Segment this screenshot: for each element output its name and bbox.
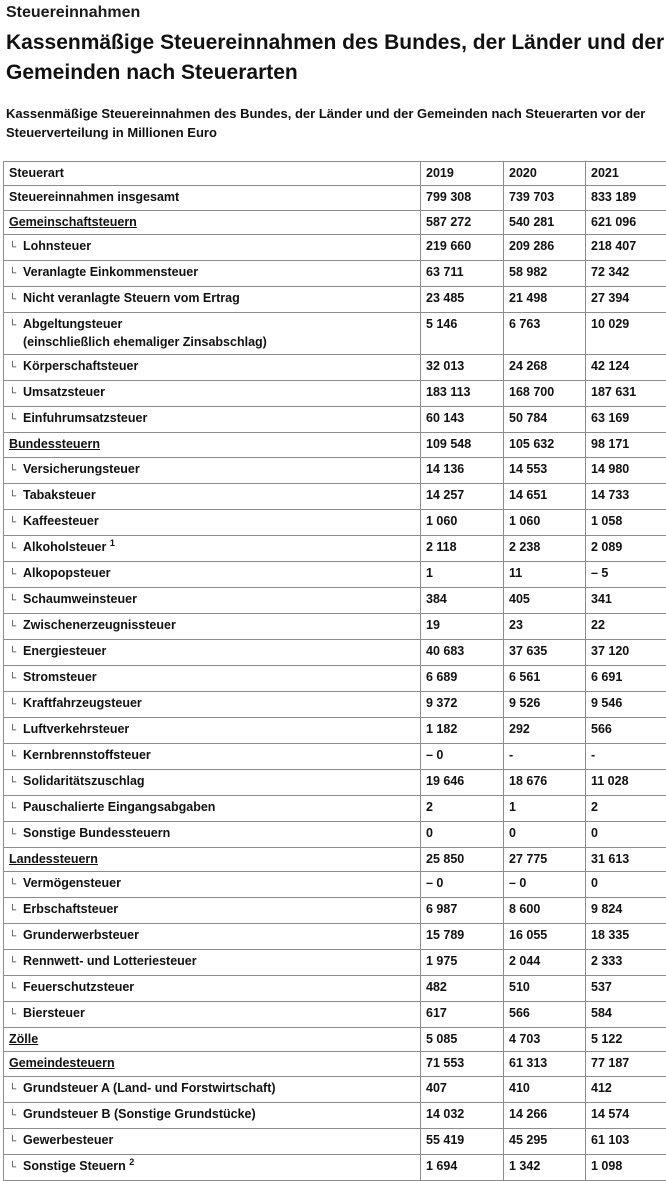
table-row	[4, 975, 666, 1001]
table-row	[4, 743, 666, 769]
row-label: Versicherungsteuer	[23, 462, 140, 476]
sub-item-marker-icon: └	[9, 1007, 23, 1023]
value-cell-2020: 14 651	[504, 483, 586, 509]
sub-item-marker-icon: └	[9, 929, 23, 945]
row-label: Grundsteuer B (Sonstige Grundstücke)	[23, 1107, 256, 1121]
value-cell-2021: 31 613	[586, 847, 666, 871]
column-header-2020: 2020	[504, 162, 586, 186]
value-cell-2019: 15 789	[421, 923, 504, 949]
value-cell-2020: 24 268	[504, 355, 586, 381]
row-label-cell	[4, 535, 421, 561]
footnote-marker[interactable]: 2	[129, 1157, 134, 1167]
value-cell-2020: 2 044	[504, 949, 586, 975]
column-header-2021: 2021	[586, 162, 666, 186]
value-cell-2020: 50 784	[504, 407, 586, 433]
table-row	[4, 665, 666, 691]
table-row	[4, 535, 666, 561]
table-header-row	[4, 162, 666, 186]
row-label: Zwischenerzeugnissteuer	[23, 618, 176, 632]
row-label-cell[interactable]	[4, 847, 421, 871]
value-cell-2021: 2 333	[586, 949, 666, 975]
row-label-cell	[4, 381, 421, 407]
value-cell-2019: 183 113	[421, 381, 504, 407]
value-cell-2020: 14 553	[504, 457, 586, 483]
value-cell-2020: 510	[504, 975, 586, 1001]
value-cell-2021: 9 824	[586, 897, 666, 923]
value-cell-2020: 1 060	[504, 509, 586, 535]
table-caption: Kassenmäßige Steuereinnahmen des Bundes, der Länder und der Gemeinden nach Steuerarten vor der Steuerverteilung in Millionen Euro	[6, 104, 646, 142]
value-cell-2019: 1 694	[421, 1154, 504, 1180]
value-cell-2021: 63 169	[586, 407, 666, 433]
value-cell-2021: 566	[586, 717, 666, 743]
value-cell-2020: 61 313	[504, 1052, 586, 1076]
row-label-cell	[4, 923, 421, 949]
value-cell-2020: 739 703	[504, 186, 586, 210]
value-cell-2019: 1 182	[421, 717, 504, 743]
value-cell-2019: 14 257	[421, 483, 504, 509]
value-cell-2020: 16 055	[504, 923, 586, 949]
value-cell-2020: 37 635	[504, 639, 586, 665]
table-row	[4, 561, 666, 587]
value-cell-2020: 23	[504, 613, 586, 639]
row-label: Lohnsteuer	[23, 239, 91, 253]
value-cell-2021: 22	[586, 613, 666, 639]
row-label-cell	[4, 639, 421, 665]
sub-item-marker-icon: └	[9, 1134, 23, 1150]
group-link[interactable]: Gemeinschaftsteuern	[9, 215, 137, 229]
column-header-steuerart: Steuerart	[4, 162, 421, 186]
value-cell-2020: 105 632	[504, 433, 586, 457]
value-cell-2021: – 5	[586, 561, 666, 587]
table-row	[4, 1001, 666, 1027]
value-cell-2020: 14 266	[504, 1102, 586, 1128]
table-row	[4, 186, 666, 210]
row-label: Steuereinnahmen insgesamt	[9, 190, 179, 204]
row-label-cell	[4, 1102, 421, 1128]
table-row	[4, 261, 666, 287]
row-label-continuation: (einschließlich ehemaliger Zinsabschlag)	[9, 335, 267, 349]
sub-item-marker-icon: └	[9, 489, 23, 505]
row-label-cell	[4, 949, 421, 975]
row-label: Alkoholsteuer	[23, 540, 106, 554]
row-label: Pauschalierte Eingangsabgaben	[23, 800, 215, 814]
row-label: Stromsteuer	[23, 670, 97, 684]
value-cell-2019: 63 711	[421, 261, 504, 287]
row-label: Sonstige Bundessteuern	[23, 826, 170, 840]
value-cell-2021: 412	[586, 1076, 666, 1102]
table-row	[4, 847, 666, 871]
value-cell-2021: 1 058	[586, 509, 666, 535]
row-label-cell	[4, 743, 421, 769]
row-label-cell	[4, 1076, 421, 1102]
value-cell-2021: 0	[586, 871, 666, 897]
sub-item-marker-icon: └	[9, 1082, 23, 1098]
value-cell-2020: 540 281	[504, 210, 586, 234]
value-cell-2020: 58 982	[504, 261, 586, 287]
value-cell-2019: 2	[421, 795, 504, 821]
row-label: Einfuhrumsatzsteuer	[23, 411, 147, 425]
table-row	[4, 407, 666, 433]
value-cell-2021: 14 980	[586, 457, 666, 483]
value-cell-2021: 77 187	[586, 1052, 666, 1076]
value-cell-2021: 2	[586, 795, 666, 821]
table-row	[4, 1052, 666, 1076]
value-cell-2019: 109 548	[421, 433, 504, 457]
row-label: Veranlagte Einkommensteuer	[23, 265, 198, 279]
sub-item-marker-icon: └	[9, 292, 23, 308]
value-cell-2019: 23 485	[421, 287, 504, 313]
value-cell-2021: 833 189	[586, 186, 666, 210]
table-row	[4, 923, 666, 949]
sub-item-marker-icon: └	[9, 567, 23, 583]
sub-item-marker-icon: └	[9, 827, 23, 843]
sub-item-marker-icon: └	[9, 541, 23, 557]
sub-item-marker-icon: └	[9, 1160, 23, 1176]
value-cell-2019: 5 085	[421, 1027, 504, 1051]
table-row	[4, 949, 666, 975]
row-label-cell	[4, 821, 421, 847]
sub-item-marker-icon: └	[9, 723, 23, 739]
row-label-cell	[4, 186, 421, 210]
column-header-2019: 2019	[421, 162, 504, 186]
table-row	[4, 587, 666, 613]
row-label-cell	[4, 975, 421, 1001]
row-label-cell	[4, 1154, 421, 1180]
value-cell-2021: 2 089	[586, 535, 666, 561]
value-cell-2019: 71 553	[421, 1052, 504, 1076]
value-cell-2020: 27 775	[504, 847, 586, 871]
row-label: Kaffeesteuer	[23, 514, 99, 528]
sub-item-marker-icon: └	[9, 318, 23, 334]
table-row	[4, 1076, 666, 1102]
row-label-cell[interactable]	[4, 210, 421, 234]
value-cell-2020: 405	[504, 587, 586, 613]
table-row	[4, 769, 666, 795]
sub-item-marker-icon: └	[9, 671, 23, 687]
row-label: Abgeltungsteuer	[23, 317, 122, 331]
table-row	[4, 717, 666, 743]
row-label-cell	[4, 287, 421, 313]
row-label-cell	[4, 613, 421, 639]
value-cell-2019: 9 372	[421, 691, 504, 717]
value-cell-2019: 55 419	[421, 1128, 504, 1154]
group-link[interactable]: Zölle	[9, 1032, 38, 1046]
group-link[interactable]: Landessteuern	[9, 852, 98, 866]
value-cell-2021: 27 394	[586, 287, 666, 313]
group-link[interactable]: Bundessteuern	[9, 437, 100, 451]
row-label-cell	[4, 483, 421, 509]
value-cell-2021: 42 124	[586, 355, 666, 381]
sub-item-marker-icon: └	[9, 877, 23, 893]
table-row	[4, 795, 666, 821]
row-label-cell	[4, 769, 421, 795]
value-cell-2020: 2 238	[504, 535, 586, 561]
value-cell-2021: 341	[586, 587, 666, 613]
sub-item-marker-icon: └	[9, 775, 23, 791]
value-cell-2020: 8 600	[504, 897, 586, 923]
row-label-cell[interactable]	[4, 1027, 421, 1051]
row-label-cell[interactable]	[4, 433, 421, 457]
sub-item-marker-icon: └	[9, 619, 23, 635]
value-cell-2019: 219 660	[421, 235, 504, 261]
value-cell-2019: 25 850	[421, 847, 504, 871]
value-cell-2021: 584	[586, 1001, 666, 1027]
row-label-cell[interactable]	[4, 1052, 421, 1076]
value-cell-2019: 384	[421, 587, 504, 613]
value-cell-2019: – 0	[421, 871, 504, 897]
value-cell-2020: 21 498	[504, 287, 586, 313]
table-row	[4, 691, 666, 717]
value-cell-2019: 2 118	[421, 535, 504, 561]
value-cell-2021: 1 098	[586, 1154, 666, 1180]
row-label: Tabaksteuer	[23, 488, 96, 502]
table-row	[4, 1027, 666, 1051]
value-cell-2020: 18 676	[504, 769, 586, 795]
row-label-cell	[4, 795, 421, 821]
value-cell-2019: 14 032	[421, 1102, 504, 1128]
row-label-cell	[4, 313, 421, 355]
row-label-cell	[4, 457, 421, 483]
value-cell-2019: 1 975	[421, 949, 504, 975]
sub-item-marker-icon: └	[9, 386, 23, 402]
table-row	[4, 287, 666, 313]
row-label-cell	[4, 1001, 421, 1027]
value-cell-2021: 37 120	[586, 639, 666, 665]
table-row	[4, 483, 666, 509]
row-label: Erbschaftsteuer	[23, 902, 118, 916]
row-label: Gewerbesteuer	[23, 1133, 113, 1147]
tax-revenue-table	[3, 161, 666, 1181]
value-cell-2020: 9 526	[504, 691, 586, 717]
value-cell-2021: 61 103	[586, 1128, 666, 1154]
table-row	[4, 433, 666, 457]
row-label-cell	[4, 235, 421, 261]
value-cell-2020: 1	[504, 795, 586, 821]
table-body	[4, 186, 666, 1180]
sub-item-marker-icon: └	[9, 697, 23, 713]
row-label-cell	[4, 407, 421, 433]
row-label-cell	[4, 665, 421, 691]
group-link[interactable]: Gemeindesteuern	[9, 1056, 115, 1070]
row-label: Umsatzsteuer	[23, 385, 105, 399]
sub-item-marker-icon: └	[9, 801, 23, 817]
sub-item-marker-icon: └	[9, 593, 23, 609]
row-label: Vermögensteuer	[23, 876, 121, 890]
sub-item-marker-icon: └	[9, 903, 23, 919]
row-label-cell	[4, 509, 421, 535]
value-cell-2021: 218 407	[586, 235, 666, 261]
value-cell-2019: 19 646	[421, 769, 504, 795]
value-cell-2019: 799 308	[421, 186, 504, 210]
value-cell-2020: 292	[504, 717, 586, 743]
table-row	[4, 897, 666, 923]
value-cell-2021: 9 546	[586, 691, 666, 717]
table-row	[4, 613, 666, 639]
value-cell-2019: 407	[421, 1076, 504, 1102]
sub-item-marker-icon: └	[9, 266, 23, 282]
value-cell-2019: 0	[421, 821, 504, 847]
table-row	[4, 313, 666, 355]
row-label: Nicht veranlagte Steuern vom Ertrag	[23, 291, 240, 305]
page-title: Kassenmäßige Steuereinnahmen des Bundes, der Länder und der Gemeinden nach Steuerarten	[6, 28, 666, 88]
value-cell-2020: – 0	[504, 871, 586, 897]
value-cell-2020: 168 700	[504, 381, 586, 407]
row-label-cell	[4, 717, 421, 743]
table-row	[4, 639, 666, 665]
row-label-cell	[4, 691, 421, 717]
row-label-cell	[4, 561, 421, 587]
table-row	[4, 457, 666, 483]
value-cell-2019: 6 689	[421, 665, 504, 691]
value-cell-2019: 6 987	[421, 897, 504, 923]
value-cell-2020: 0	[504, 821, 586, 847]
value-cell-2021: 72 342	[586, 261, 666, 287]
value-cell-2020: 566	[504, 1001, 586, 1027]
value-cell-2020: 11	[504, 561, 586, 587]
table-row	[4, 821, 666, 847]
value-cell-2020: 6 561	[504, 665, 586, 691]
value-cell-2019: 587 272	[421, 210, 504, 234]
value-cell-2021: 621 096	[586, 210, 666, 234]
table-row	[4, 355, 666, 381]
sub-item-marker-icon: └	[9, 645, 23, 661]
table-row	[4, 871, 666, 897]
value-cell-2021: 14 574	[586, 1102, 666, 1128]
row-label: Luftverkehrsteuer	[23, 722, 129, 736]
value-cell-2019: 32 013	[421, 355, 504, 381]
row-label: Kraftfahrzeugsteuer	[23, 696, 142, 710]
row-label-cell	[4, 897, 421, 923]
row-label: Grunderwerbsteuer	[23, 928, 139, 942]
value-cell-2019: 14 136	[421, 457, 504, 483]
value-cell-2019: 5 146	[421, 313, 504, 355]
value-cell-2021: -	[586, 743, 666, 769]
sub-item-marker-icon: └	[9, 1108, 23, 1124]
row-label: Kernbrennstoffsteuer	[23, 748, 151, 762]
table-row	[4, 210, 666, 234]
row-label-cell	[4, 587, 421, 613]
sub-item-marker-icon: └	[9, 412, 23, 428]
value-cell-2020: 1 342	[504, 1154, 586, 1180]
row-label-cell	[4, 355, 421, 381]
value-cell-2019: 1	[421, 561, 504, 587]
value-cell-2020: 6 763	[504, 313, 586, 355]
table-row	[4, 1102, 666, 1128]
value-cell-2020: -	[504, 743, 586, 769]
row-label: Schaumweinsteuer	[23, 592, 137, 606]
row-label-cell	[4, 871, 421, 897]
value-cell-2019: 19	[421, 613, 504, 639]
sub-item-marker-icon: └	[9, 463, 23, 479]
row-label: Körperschaftsteuer	[23, 359, 138, 373]
sub-item-marker-icon: └	[9, 955, 23, 971]
value-cell-2021: 5 122	[586, 1027, 666, 1051]
section-eyebrow: Steuereinnahmen	[6, 4, 140, 22]
value-cell-2020: 410	[504, 1076, 586, 1102]
value-cell-2021: 98 171	[586, 433, 666, 457]
row-label-cell	[4, 261, 421, 287]
value-cell-2019: 1 060	[421, 509, 504, 535]
value-cell-2021: 0	[586, 821, 666, 847]
value-cell-2020: 4 703	[504, 1027, 586, 1051]
table-row	[4, 235, 666, 261]
row-label: Grundsteuer A (Land- und Forstwirtschaft)	[23, 1081, 276, 1095]
row-label: Biersteuer	[23, 1006, 85, 1020]
row-label: Rennwett- und Lotteriesteuer	[23, 954, 197, 968]
value-cell-2019: 617	[421, 1001, 504, 1027]
value-cell-2021: 6 691	[586, 665, 666, 691]
value-cell-2019: 482	[421, 975, 504, 1001]
sub-item-marker-icon: └	[9, 981, 23, 997]
footnote-marker[interactable]: 1	[110, 537, 115, 547]
value-cell-2019: 40 683	[421, 639, 504, 665]
table-row	[4, 381, 666, 407]
value-cell-2019: 60 143	[421, 407, 504, 433]
sub-item-marker-icon: └	[9, 240, 23, 256]
row-label-cell	[4, 1128, 421, 1154]
value-cell-2020: 209 286	[504, 235, 586, 261]
sub-item-marker-icon: └	[9, 360, 23, 376]
sub-item-marker-icon: └	[9, 749, 23, 765]
value-cell-2021: 10 029	[586, 313, 666, 355]
table-row	[4, 509, 666, 535]
value-cell-2020: 45 295	[504, 1128, 586, 1154]
row-label: Alkopopsteuer	[23, 566, 111, 580]
row-label: Sonstige Steuern	[23, 1159, 126, 1173]
row-label: Feuerschutzsteuer	[23, 980, 134, 994]
table-row	[4, 1154, 666, 1180]
row-label: Energiesteuer	[23, 644, 106, 658]
value-cell-2021: 11 028	[586, 769, 666, 795]
row-label: Solidaritätszuschlag	[23, 774, 145, 788]
value-cell-2021: 537	[586, 975, 666, 1001]
table-row	[4, 1128, 666, 1154]
value-cell-2021: 18 335	[586, 923, 666, 949]
value-cell-2021: 187 631	[586, 381, 666, 407]
value-cell-2021: 14 733	[586, 483, 666, 509]
sub-item-marker-icon: └	[9, 515, 23, 531]
value-cell-2019: – 0	[421, 743, 504, 769]
